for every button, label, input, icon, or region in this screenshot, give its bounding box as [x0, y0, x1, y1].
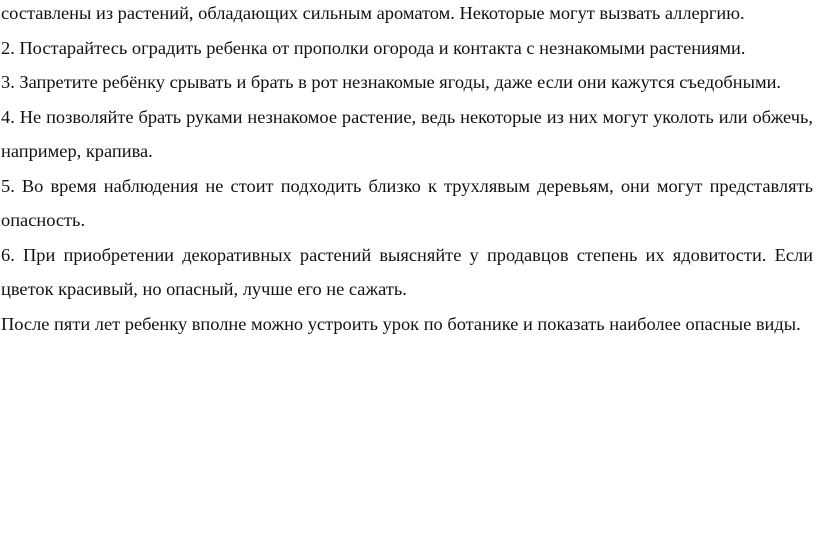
paragraph-item-6: 6. При приобретении декоративных растений выясняйте у продавцов степень их ядовитости. Если цветок красивый, но опасный, лучше его не сажать.	[1, 244, 813, 299]
paragraph-item-5: 5. Во время наблюдения не стоит подходить близко к трухлявым деревьям, они могут представлять опасность.	[1, 175, 813, 230]
paragraph-allergy-note: составлены из растений, обладающих сильным ароматом. Некоторые могут вызвать аллергию.	[1, 3, 745, 23]
paragraph-item-3: 3. Запретите ребёнку срывать и брать в рот незнакомые ягоды, даже если они кажутся съедобными.	[1, 72, 782, 92]
paragraph-item-2: 2. Постарайтесь оградить ребенка от прополки огорода и контакта с незнакомыми растениями.	[1, 37, 746, 58]
paragraph-item-4: 4. Не позволяйте брать руками незнакомое растение, ведь некоторые из них могут уколоть или обжечь, например, крапива.	[1, 106, 813, 161]
paragraph-conclusion: После пяти лет ребенку вполне можно устроить урок по ботанике и показать наиболее опасные виды.	[1, 313, 801, 334]
